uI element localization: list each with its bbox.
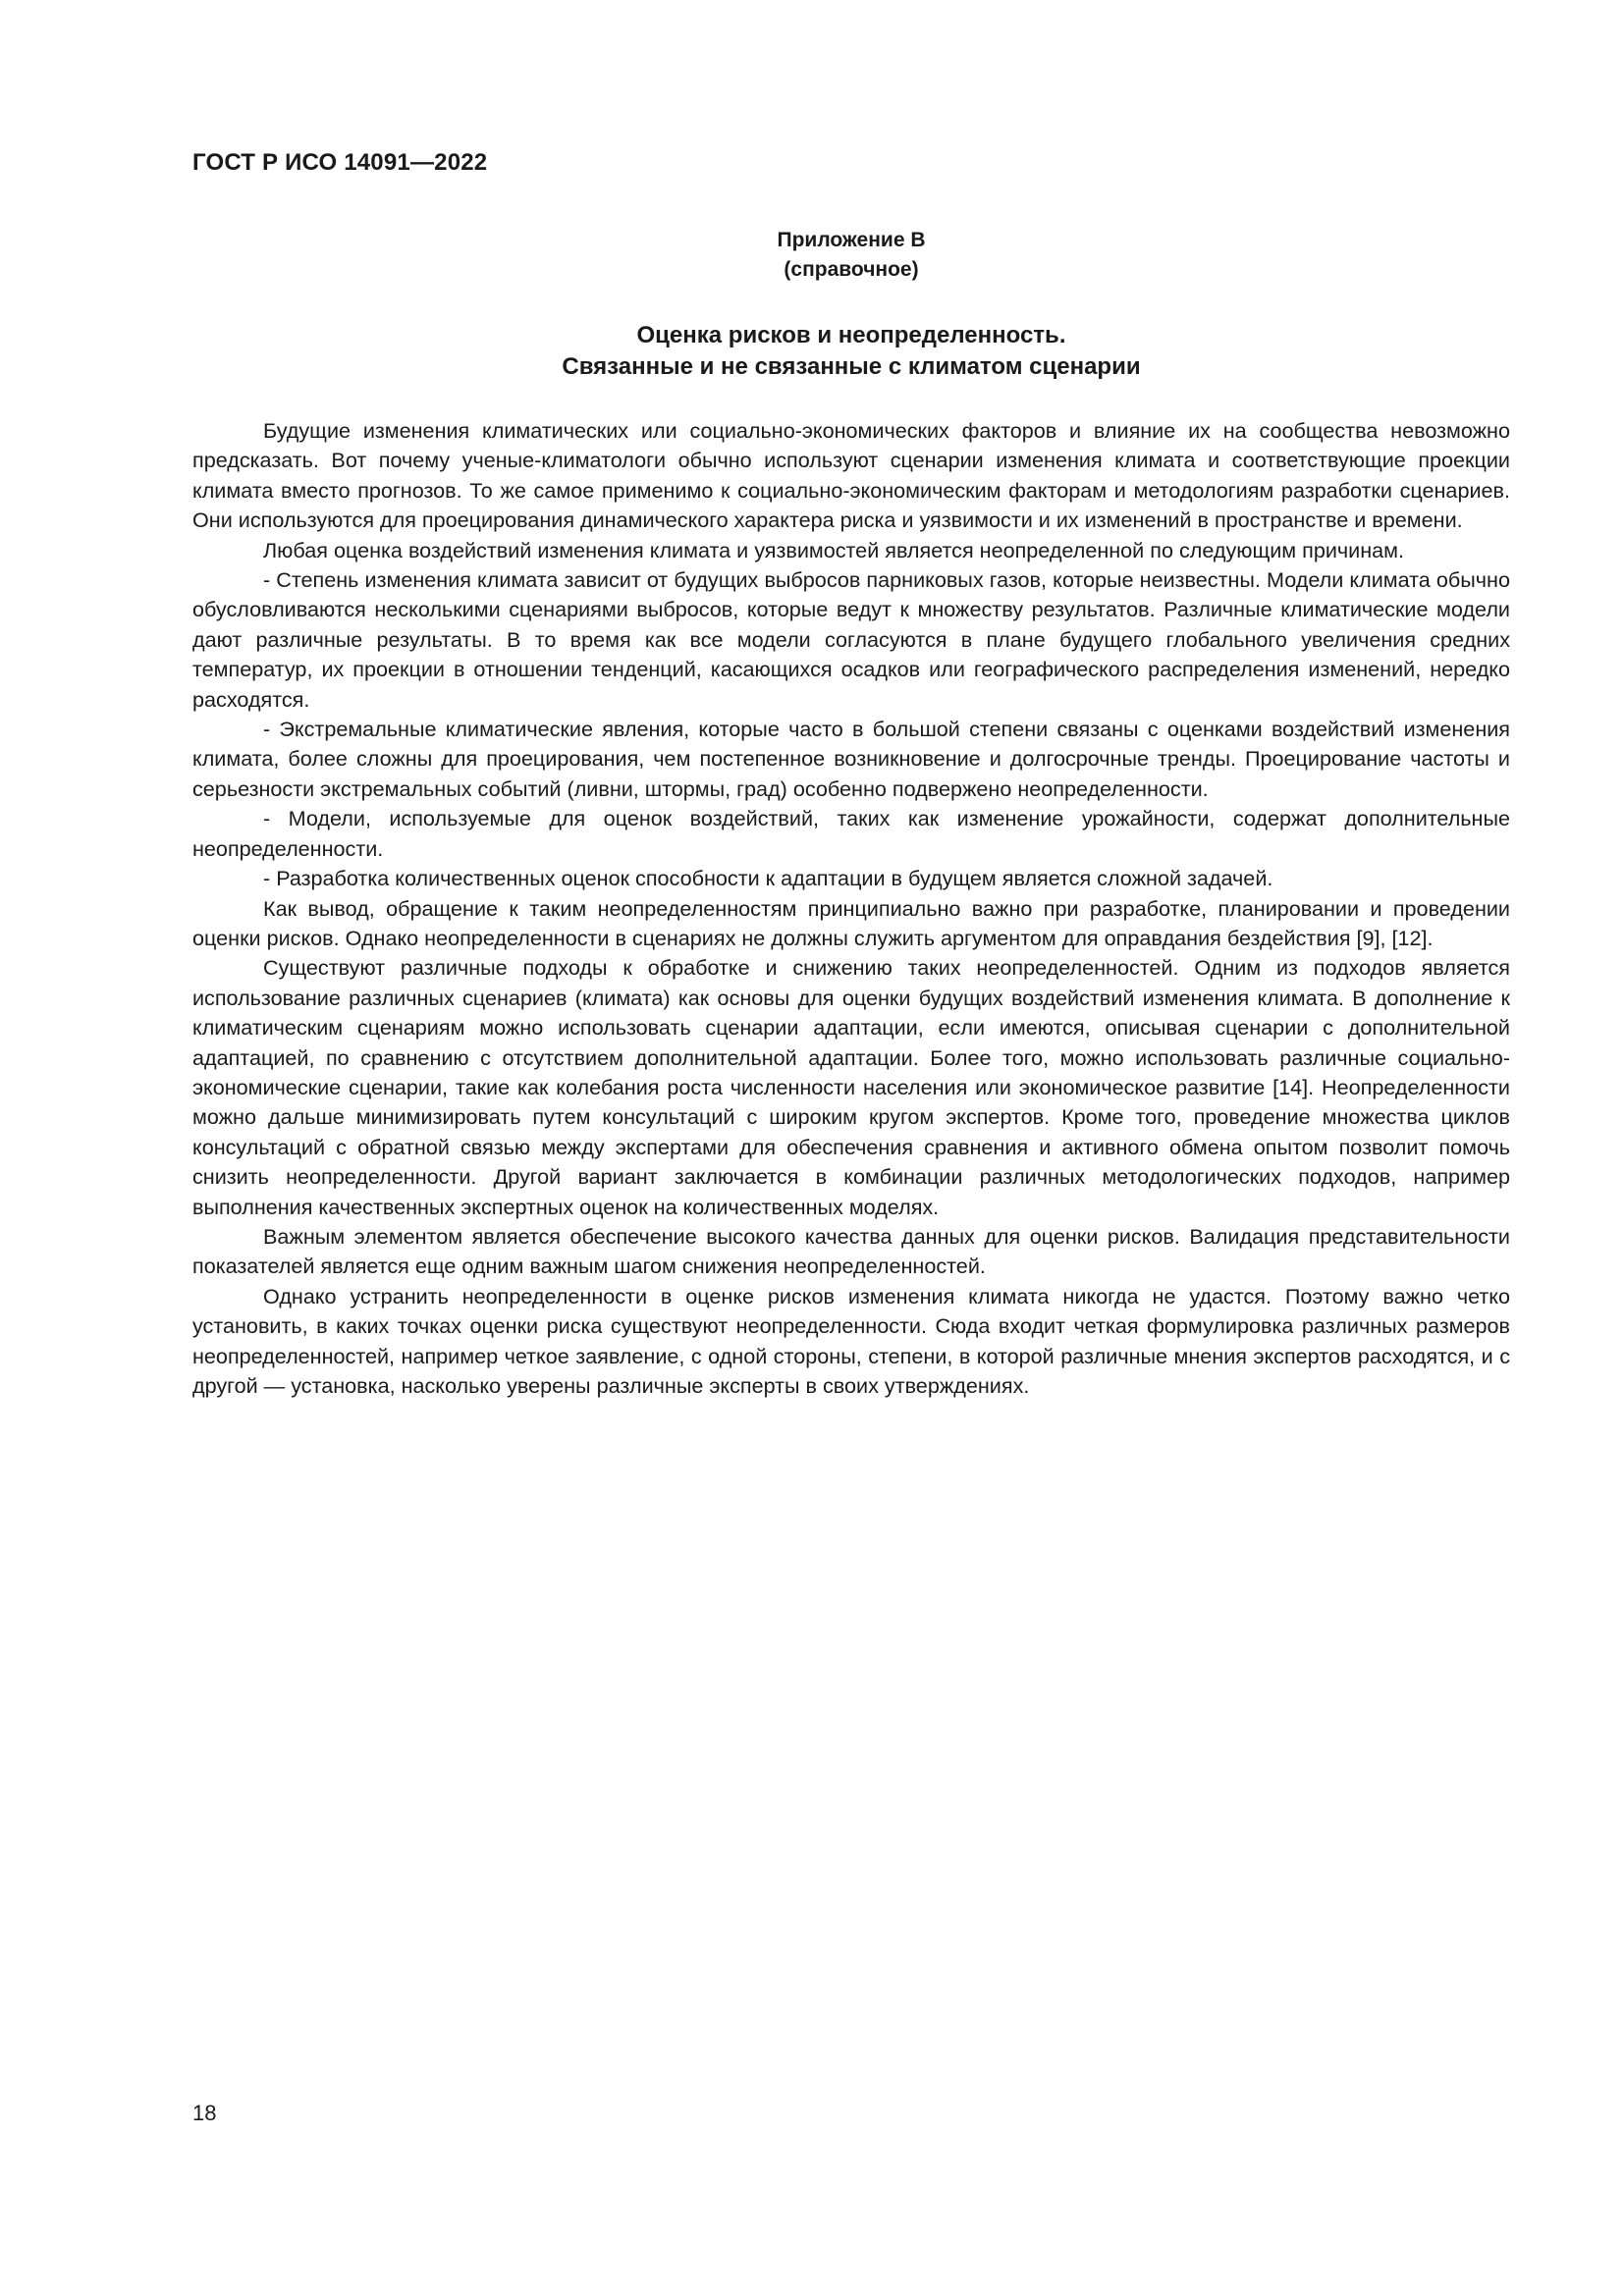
page-number: 18 [192,2101,217,2125]
paragraph: Любая оценка воздействий изменения климата и уязвимостей является неопределенной по следующим причинам. [263,537,1405,562]
body-text [192,416,1510,1401]
section-title-line-2: Связанные и не связанные с климатом сценарии [562,353,1141,380]
paragraph: - Экстремальные климатические явления, которые часто в большой степени связаны с оценками воздействий изменения климата, более сложны для проецирования, чем постепенное возникновение и долгосрочные тренды. Проецирование частоты и серьезности экстремальных событий (ливни, штормы, град) особенно подвержено неопределенности. [192,717,1510,801]
section-title-line-1: Оценка рисков и неопределенность. [636,322,1066,348]
annex-type: (справочное) [784,258,919,281]
paragraph: Однако устранить неопределенности в оценке рисков изменения климата никогда не удастся. Поэтому важно четко установить, в каких точках оценки риска существуют неопределенности. Сюда входит четкая формулировка различных размеров неопределенностей, например четкое заявление, с одной стороны, степени, в которой различные мнения экспертов расходятся, и с другой — установка, насколько уверены различные эксперты в своих утверждениях. [192,1283,1510,1398]
paragraph: Важным элементом является обеспечение высокого качества данных для оценки рисков. Валидация представительности показателей является еще одним важным шагом снижения неопределенностей. [192,1223,1510,1279]
paragraph: Как вывод, обращение к таким неопределенностям принципиально важно при разработке, планировании и проведении оценки рисков. Однако неопределенности в сценариях не должны служить аргументом для оправдания бездействия [9], [12]. [192,895,1510,950]
document-header-code: ГОСТ Р ИСО 14091—2022 [192,149,488,176]
paragraph: Существуют различные подходы к обработке и снижению таких неопределенностей. Одним из подходов является использование различных сценариев (климата) как основы для оценки будущих воздействий изменения климата. В дополнение к климатическим сценариям можно использовать сценарии адаптации, если имеются, описывая сценарии с дополнительной адаптацией, по сравнению с отсутствием дополнительной адаптации. Более того, можно использовать различные социально-экономические сценарии, такие как колебания роста численности населения или экономическое развитие [14]. Неопределенности можно дальше минимизировать путем консультаций с широким кругом экспертов. Кроме того, проведение множества циклов консультаций с обратной связью между экспертами для обеспечения сравнения и активного обмена опытом позволит помочь снизить неопределенности. Другой вариант заключается в комбинации различных методологических подходов, например выполнения качественных экспертных оценок на количественных моделях. [192,955,1510,1219]
paragraph: - Модели, используемые для оценок воздействий, таких как изменение урожайности, содержат дополнительные неопределенности. [192,806,1510,861]
annex-heading [192,226,1510,285]
section-title [192,320,1510,383]
annex-label: Приложение В [777,229,926,251]
paragraph: - Разработка количественных оценок способности к адаптации в будущем является сложной задачей. [263,866,1273,891]
paragraph: - Степень изменения климата зависит от будущих выбросов парниковых газов, которые неизвестны. Модели климата обычно обусловливаются несколькими сценариями выбросов, которые ведут к множеству результатов. Различные климатические модели дают различные результаты. В то время как все модели согласуются в плане будущего глобального увеличения средних температур, их проекции в отношении тенденций, касающихся осадков или географического распределения изменений, нередко расходятся. [192,567,1510,712]
paragraph: Будущие изменения климатических или социально-экономических факторов и влияние их на сообщества невозможно предсказать. Вот почему ученые-климатологи обычно используют сценарии изменения климата и соответствующие проекции климата вместо прогнозов. То же самое применимо к социально-экономическим факторам и методологиям разработки сценариев. Они используются для проецирования динамического характера риска и уязвимости и их изменений в пространстве и времени. [192,418,1510,533]
